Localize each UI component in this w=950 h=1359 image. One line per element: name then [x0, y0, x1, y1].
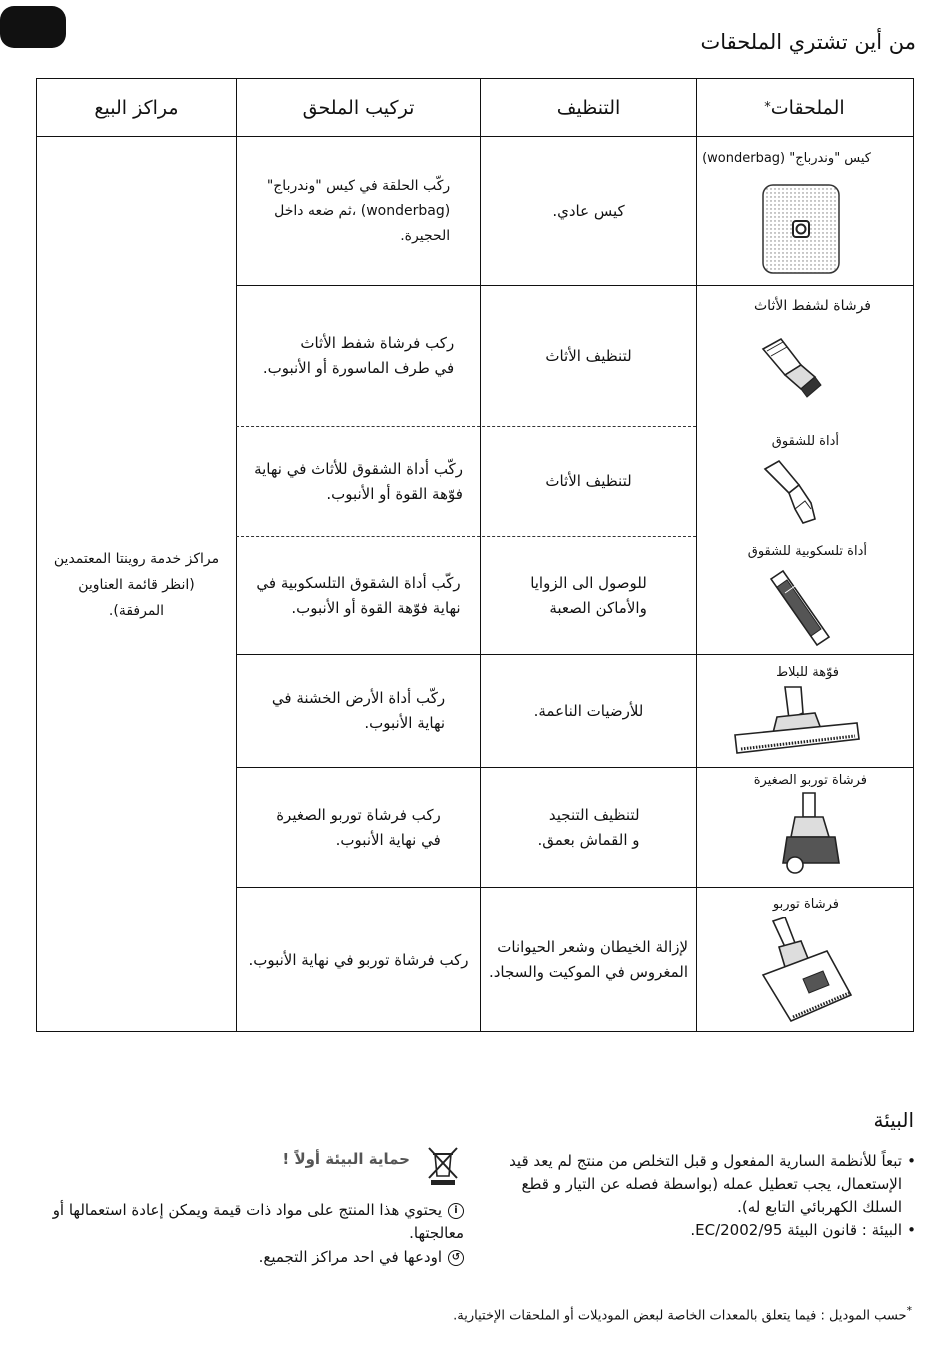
column-divider: [696, 79, 697, 1031]
eco-title: حماية البيئة أولاً !: [282, 1150, 410, 1168]
row-cleaning: لتنظيف الأثاث: [545, 346, 632, 365]
header-accessories: الملحقات *: [764, 96, 845, 119]
accessory-label: فرشاة توربو الصغيرة: [753, 773, 867, 788]
footnote: *حسب الموديل : فيما يتعلق بالمعدات الخاصة لبعض الموديلات أو الملحقات الإختيارية.: [453, 1304, 912, 1324]
row-fitting: ركّب أداة الأرض الخشنة في نهاية الأنبوب.: [271, 689, 446, 732]
accessory-label: فوّهة للبلاط: [776, 665, 839, 680]
page-title: من أين تشتري الملحقات: [700, 30, 916, 54]
row-fitting: ركّب الحلقة في كيس "وندرباج" (wonderbag) ،ثم ضعه داخل الحجيرة.: [266, 177, 451, 244]
row-fitting: ركّب أداة الشقوق التلسكوبية في نهاية فوّهة القوة أو الأنبوب.: [256, 573, 461, 617]
accessories-table: [36, 78, 914, 1032]
row-cleaning: لتنظيف التنجيد و القماش بعمق.: [537, 805, 640, 849]
header-sales: مراكز البيع: [94, 96, 179, 119]
crevice-tool-icon: [759, 459, 833, 527]
row-cleaning: كيس عادي.: [552, 201, 625, 220]
list-item: • تبعاً للأنظمة السارية المفعول و قبل التخلص من منتج لم يعد قيد الإستعمال، يجب تعطيل عمله (بواسطة فصله عن التيار و قطع السلك الكهربائي التابع له).: [486, 1150, 916, 1219]
eco-recycle-line: ↺اودعها في احد مراكز التجميع.: [34, 1246, 464, 1269]
mini-turbo-brush-icon: [773, 789, 853, 877]
recycle-icon: ↺: [448, 1250, 464, 1266]
wonderbag-icon: [761, 183, 841, 275]
accessory-label: أداة تلسكوبية للشقوق: [747, 544, 867, 559]
upholstery-brush-icon: [757, 335, 837, 399]
row-cleaning: للوصول الى الزوايا والأماكن الصعبة: [530, 573, 647, 617]
floor-nozzle-icon: [729, 683, 863, 759]
info-icon: i: [448, 1203, 464, 1219]
accessory-label: فرشاة توربو: [772, 897, 839, 912]
header-cleaning: التنظيف: [556, 96, 621, 119]
accessory-label: فرشاة لشفط الأثاث: [754, 298, 871, 314]
header-fitting: تركيب الملحق: [302, 96, 415, 119]
row-fitting: ركب فرشاة شفط الأثاث في طرف الماسورة أو الأنبوب.: [262, 334, 455, 377]
environment-list: [486, 1150, 916, 1242]
recycle-bin-crossed-icon: [427, 1146, 459, 1186]
sales-points: مراكز خدمة روينتا المعتمدين (انظر قائمة العناوين المرفقة).: [53, 550, 220, 619]
accessory-label: أداة للشقوق: [771, 434, 839, 449]
eco-info-line: iيحتوي هذا المنتج على مواد ذات قيمة ويمكن إعادة استعمالها أو معالجتها.: [52, 1201, 464, 1242]
list-item: • البيئة : قانون البيئة 2002/95/EC.: [486, 1219, 916, 1242]
row-cleaning: للأرضيات الناعمة.: [533, 701, 644, 720]
turbo-brush-icon: [757, 917, 857, 1027]
row-fitting: ركب فرشاة توربو الصغيرة في نهاية الأنبوب.: [276, 805, 441, 849]
row-fitting: ركب فرشاة توربو في نهاية الأنبوب.: [248, 950, 469, 969]
environment-title: البيئة: [873, 1108, 914, 1132]
telescopic-crevice-tool-icon: [765, 567, 835, 647]
row-fitting: ركّب أداة الشقوق للأثاث في نهاية فوّهة القوة أو الأنبوب.: [254, 459, 463, 503]
row-cleaning: لإزالة الخيطان وشعر الحيوانات المغروس في الموكيت والسجاد.: [488, 938, 689, 981]
accessory-label: كيس "وندرباج" (wonderbag): [702, 151, 871, 166]
page-tab-marker: [0, 6, 66, 48]
row-cleaning: لتنظيف الأثاث: [545, 472, 632, 490]
